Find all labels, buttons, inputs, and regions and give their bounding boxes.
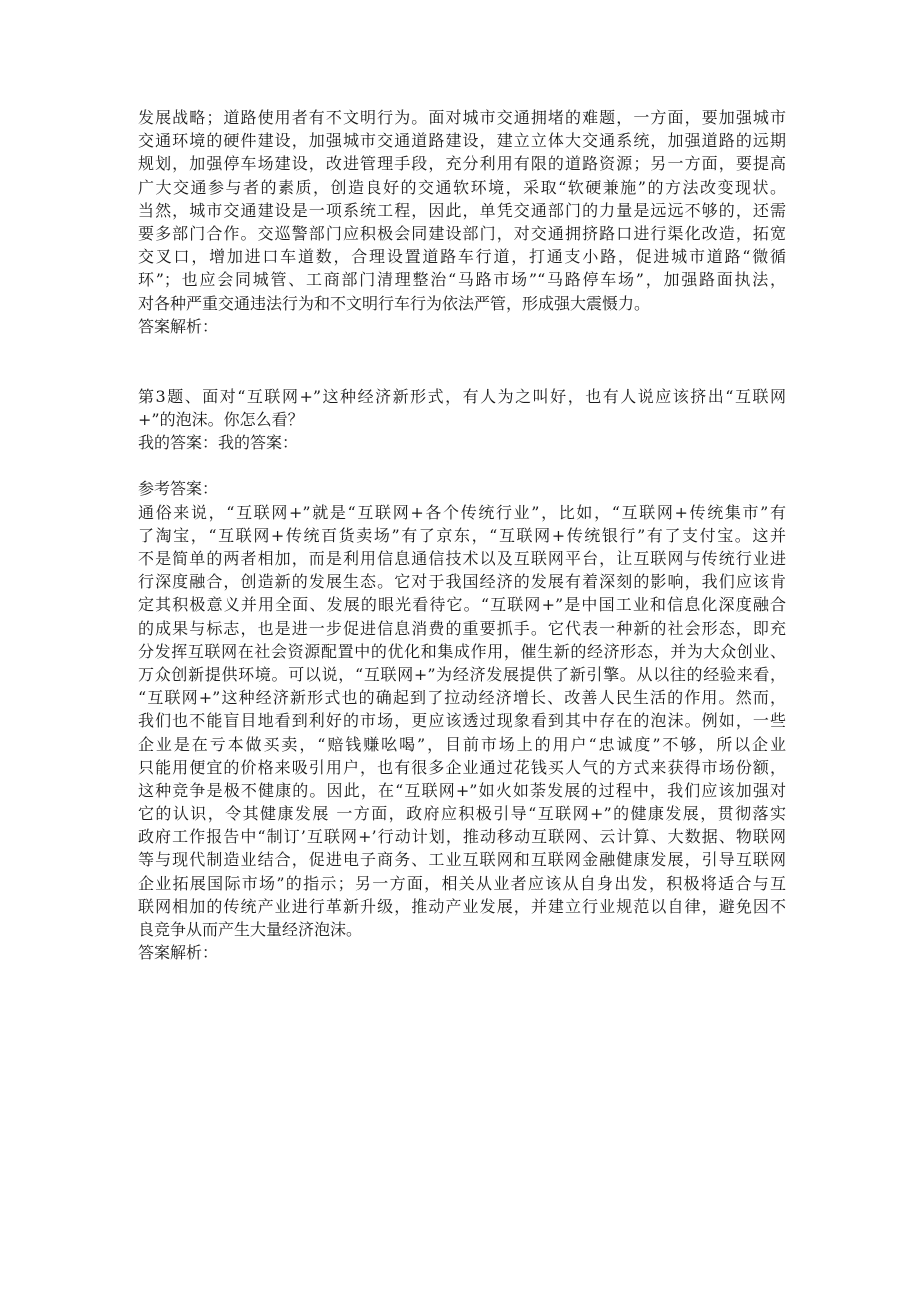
text-line: 当然，城市交通建设是一项系统工程，因此，单凭交通部门的力量是远远不够的，还需: [138, 200, 786, 220]
text-line: 的成果与标志，也是进一步促进信息消费的重要抓手。它代表一种新的社会形态，即充: [138, 618, 786, 638]
spacer: [138, 338, 786, 385]
text-line: +”的泡沫。你怎么看？: [138, 410, 304, 430]
reference-answer-text: [138, 501, 786, 942]
text-line: 企业拓展国际市场”的指示；另一方面，相关从业者应该从自身出发，积极将适合与互: [138, 873, 786, 893]
previous-answer-text: [138, 106, 786, 315]
text-line: 万众创新提供环境。可以说，“互联网+”为经济发展提供了新引擎。从以往的经验来看，: [138, 664, 786, 684]
reference-answer-label: 参考答案：: [138, 479, 219, 499]
text-line: 它的认识，令其健康发展 一方面，政府应积极引导“互联网+”的健康发展，贯彻落实: [138, 804, 786, 824]
text-line: 政府工作报告中“制订’互联网+’行动计划，推动移动互联网、云计算、大数据、物联网: [138, 827, 786, 847]
text-line: 环”；也应会同城管、工商部门清理整治“马路市场”“马路停车场”，加强路面执法，: [138, 270, 786, 290]
text-line: 交通环境的硬件建设，加强城市交通道路建设，建立立体大交通系统，加强道路的远期: [138, 131, 786, 151]
text-line: 要多部门合作。交巡警部门应积极会同建设部门，对交通拥挤路口进行渠化改造，拓宽: [138, 223, 786, 243]
text-line: 只能用便宜的价格来吸引用户，也有很多企业通过花钱买人气的方式来获得市场份额，: [138, 757, 786, 777]
text-line: 发展战略；道路使用者有不文明行为。面对城市交通拥堵的难题，一方面，要加强城市: [138, 108, 786, 127]
document-page: [138, 106, 786, 964]
answer-analysis-label: 答案解析：: [138, 316, 219, 336]
text-line: 广大交通参与者的素质，创造良好的交通软环境，采取“软硬兼施”的方法改变现状。: [138, 177, 786, 197]
text-line: 企业是在亏本做买卖，“赔钱赚吆喝”，目前市场上的用户“忠诚度”不够，所以企业: [138, 734, 786, 754]
text-line: 这种竞争是极不健康的。因此，在“互联网+”如火如荼发展的过程中，我们应该加强对: [138, 780, 786, 800]
answer-analysis-label: 答案解析：: [138, 943, 219, 963]
text-line: “互联网+”这种经济新形式也的确起到了拉动经济增长、改善人民生活的作用。然而，: [138, 688, 786, 708]
text-line: 交叉口，增加进口车道数，合理设置道路车行道，打通支小路，促进城市道路“微循: [138, 247, 786, 267]
text-line: 通俗来说，“互联网+”就是“互联网+各个传统行业”，比如，“互联网+传统集市”有: [138, 502, 786, 522]
text-line: 联网相加的传统产业进行革新升级，推动产业发展，并建立行业规范以自律，避免因不: [138, 896, 786, 916]
text-line: 定其积极意义并用全面、发展的眼光看待它。“互联网+”是中国工业和信息化深度融合: [138, 595, 786, 615]
text-line: 不是简单的两者相加，而是利用信息通信技术以及互联网平台，让互联网与传统行业进: [138, 549, 786, 568]
text-line: 分发挥互联网在社会资源配置中的优化和集成作用，催生新的经济形态，并为大众创业、: [138, 641, 786, 661]
text-line: 等与现代制造业结合，促进电子商务、工业互联网和互联网金融健康发展，引导互联网: [138, 850, 786, 870]
spacer: [138, 454, 786, 477]
text-line: 对各种严重交通违法行为和不文明行车行为依法严管，形成强大震慑力。: [138, 293, 651, 313]
text-line: 良竞争从而产生大量经济泡沫。: [138, 920, 363, 939]
my-answer-label: 我的答案：我的答案：: [138, 433, 299, 453]
text-line: 了淘宝，“互联网+传统百货卖场”有了京东，“互联网+传统银行”有了支付宝。这并: [138, 525, 786, 545]
text-line: 我们也不能盲目地看到利好的市场，更应该透过现象看到其中存在的泡沫。例如，一些: [138, 711, 786, 731]
text-line: 第3题、面对“互联网+”这种经济新形式，有人为之叫好，也有人说应该挤出“互联网: [138, 386, 786, 406]
question-3-text: [138, 385, 786, 431]
text-line: 行深度融合，创造新的发展生态。它对于我国经济的发展有着深刻的影响，我们应该肯: [138, 572, 786, 592]
text-line: 规划，加强停车场建设，改进管理手段，充分利用有限的道路资源；另一方面，要提高: [138, 154, 786, 174]
